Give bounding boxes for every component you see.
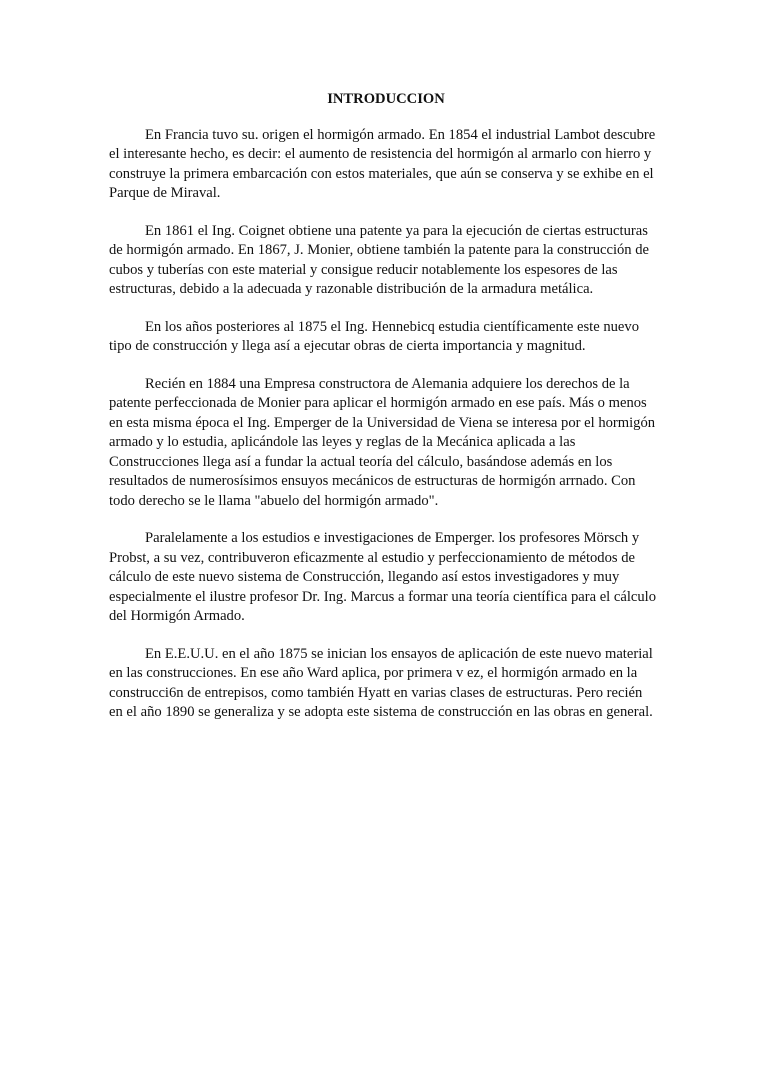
paragraph-coignet-monier: En 1861 el Ing. Coignet obtiene una patente ya para la ejecución de ciertas estructuras de hormigón armado. En 1867, J. Monier, obtiene también la patente para la construcción de cubos y tuberías con este material y consigue reducir notablemente los espesores de las estructuras, debido a la adecuada y razonable distribución de la armadura metálica. [109,222,650,297]
paragraph-hennebicq: En los años posteriores al 1875 el Ing. Hennebicq estudia científicamente este nuevo tipo de construcción y llega así a ejecutar obras de cierta importancia y magnitud. [109,318,640,354]
paragraph-francia: En Francia tuvo su. origen el hormigón armado. En 1854 el industrial Lambot descubre el interesante hecho, es decir: el aumento de resistencia del hormigón al armarlo con hierro y construye la primera embarcación con estos materiales, que aún se conserva y se exhibe en el Parque de Miraval. [109,126,656,201]
document-title: INTRODUCCION [327,91,445,107]
paragraph-morsch-probst: Paralelamente a los estudios e investigaciones de Emperger. los profesores Mörsch y Probst, a su vez, contribuveron eficazmente al estudio y perfeccionamiento de métodos de cálculo de este nuevo sistema de Construcción, llegando así estos investigadores y muy especialmente el ilustre profesor Dr. Ing. Marcus a formar una teoría científica para el cálculo del Hormigón Armado. [109,530,657,624]
document-body [109,90,657,741]
paragraph-emperger: Recién en 1884 una Empresa constructora de Alemania adquiere los derechos de la patente perfeccionada de Monier para aplicar el hormigón armado en ese país. Más o menos en esta misma época el Ing. Emperger de la Universidad de Viena se interesa por el hormigón armado y lo estudia, aplicándole las leyes y reglas de la Mecánica aplicada a las Construcciones llega así a fundar la actual teoría del cálculo, basándose además en los resultados de numerosísimos ensuyos mecánicos de estructuras de hormigón arrnado. Con todo derecho se le llama "abuelo del hormigón armado". [109,375,656,509]
paragraph-eeuu: En E.E.U.U. en el año 1875 se inician los ensayos de aplicación de este nuevo material en las construcciones. En ese año Ward aplica, por primera v ez, el hormigón armado en la construcci6n de entrepisos, como también Hyatt en varias clases de estructuras. Pero recién en el año 1890 se generaliza y se adopta este sistema de construcción en las obras en general. [109,645,653,720]
